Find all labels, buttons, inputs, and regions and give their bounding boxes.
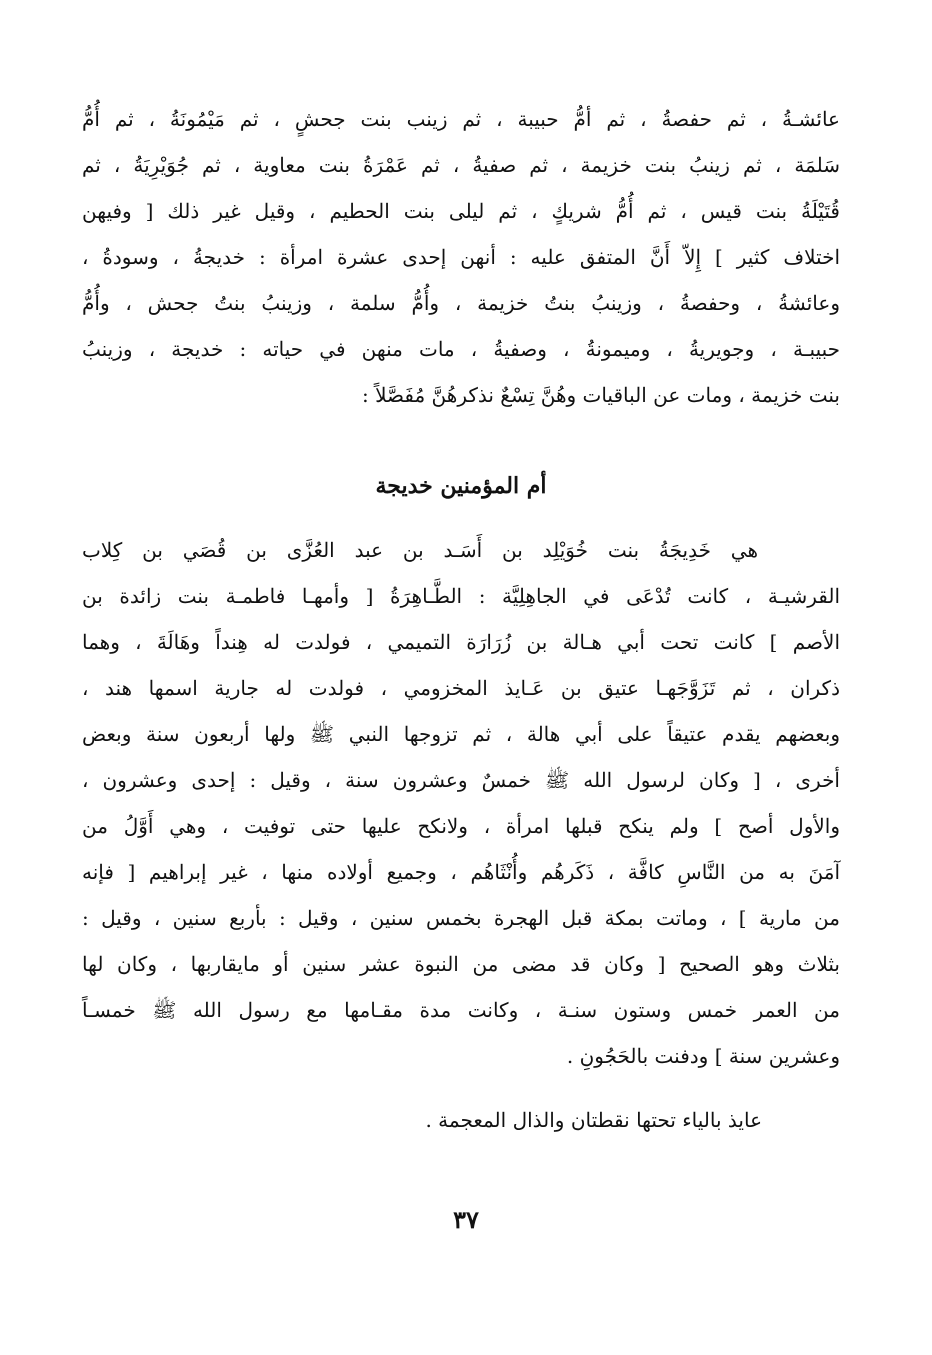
body-line: بثلاث وهو الصحيح [ وكان قد مضى من النبوة عشر سنين أو مايقاربها ، وكان لها: [82, 952, 840, 976]
body-line: والأول أصح ] ولم ينكح قبلها امرأة ، ولانكح عليها حتى توفيت ، وهي أَوَّلُ من: [82, 814, 840, 838]
body-line: هي خَدِيجَةُ بنت خُوَيْلِد بن أَسَـد بن عبد العُزَّى بن قُصَي بن كِلاب: [82, 538, 758, 562]
intro-line: قُتَيْلَةُ بنت قيس ، ثم أُمُّ شريكٍ ، ثم ليلى بنت الحطيم ، وقيل غير ذلك [ وفيهن: [82, 199, 840, 223]
intro-paragraph: [82, 96, 840, 418]
intro-line: عائشـةُ ، ثم حفصةُ ، ثم أمُّ حبيبة ، ثم زينب بنت جحشٍ ، ثم مَيْمُونَةُ ، ثم أُمُّ: [82, 107, 840, 131]
body-paragraph: [82, 527, 840, 1079]
body-line: أخرى ، [ وكان لرسول الله ﷺ خمسٌ وعشرون سنة ، وقيل : إحدى وعشرون ،: [82, 768, 840, 792]
footnote: عايذ بالياء تحتها نقطتان والذال المعجمة .: [425, 1108, 762, 1132]
intro-line: بنت خزيمة ، ومات عن الباقيات وهُنَّ تِسْعٌ نذكرهُنَّ مُفَصَّلاً :: [362, 383, 840, 407]
body-line: من مارية ] ، وماتت بمكة قبل الهجرة بخمس سنين ، وقيل : بأربع سنين ، وقيل :: [82, 906, 840, 930]
intro-line: وعائشةُ ، وحفصةُ ، وزينبُ بنتُ خزيمة ، وأُمُّ سلمة ، وزينبُ بنتُ جحش ، وأُمُّ: [82, 291, 840, 315]
body-line: ذكران ، ثم تَزَوَّجَهـا عتيق بن عَـايذ المخزومي ، فولدت له جارية اسمها هند ،: [82, 676, 840, 700]
intro-line: اختلاف كثير ] إِلاّ أَنَّ المتفق عليه : أنهن إحدى عشرة امرأة : خديجةُ ، وسودةُ ،: [82, 245, 840, 269]
intro-line: سَلمَة ، ثم زينبُ بنت خزيمة ، ثم صفيةُ ، ثم عَمْرَةُ بنت معاوية ، ثم جُوَيْرِيَةُ ، ثم: [82, 153, 840, 177]
intro-line: حبيبـة ، وجويريةُ ، وميمونةُ ، وصفيةُ ، مات منهن في حياته : خديجة ، وزينبُ: [82, 337, 840, 361]
body-line: من العمر خمس وستون سنـة ، وكانت مدة مقـامها مع رسول الله ﷺ خمسـاً: [82, 998, 840, 1022]
page-number: ٣٧: [453, 1205, 479, 1234]
body-line: وعشرين سنة ] ودفنت بالحَجُونِ .: [566, 1044, 840, 1068]
body-line: الأصم ] كانت تحت أبي هـالة بن زُرَارَة التميمي ، فولدت له هِنداً وهَالَةَ ، وهما: [82, 630, 840, 654]
section-heading: أم المؤمنين خديجة: [375, 473, 547, 499]
body-line: القرشيـة ، كانت تُدْعَى في الجاهِلِيَّة : الطَّـاهِرَةُ [ وأمهـا فاطمـة بنت زائدة بن: [82, 584, 840, 608]
body-line: وبعضهم يقدم عتيقاً على أبي هالة ، ثم تزوجها النبي ﷺ ولها أربعون سنة وبعض: [82, 722, 840, 746]
body-line: آمَنَ به من النَّاسِ كافَّة ، ذَكَرهُم وأُنْثَاهُم ، وجميع أولاده منها ، غير إبراهيم [ فإنه: [82, 860, 840, 884]
